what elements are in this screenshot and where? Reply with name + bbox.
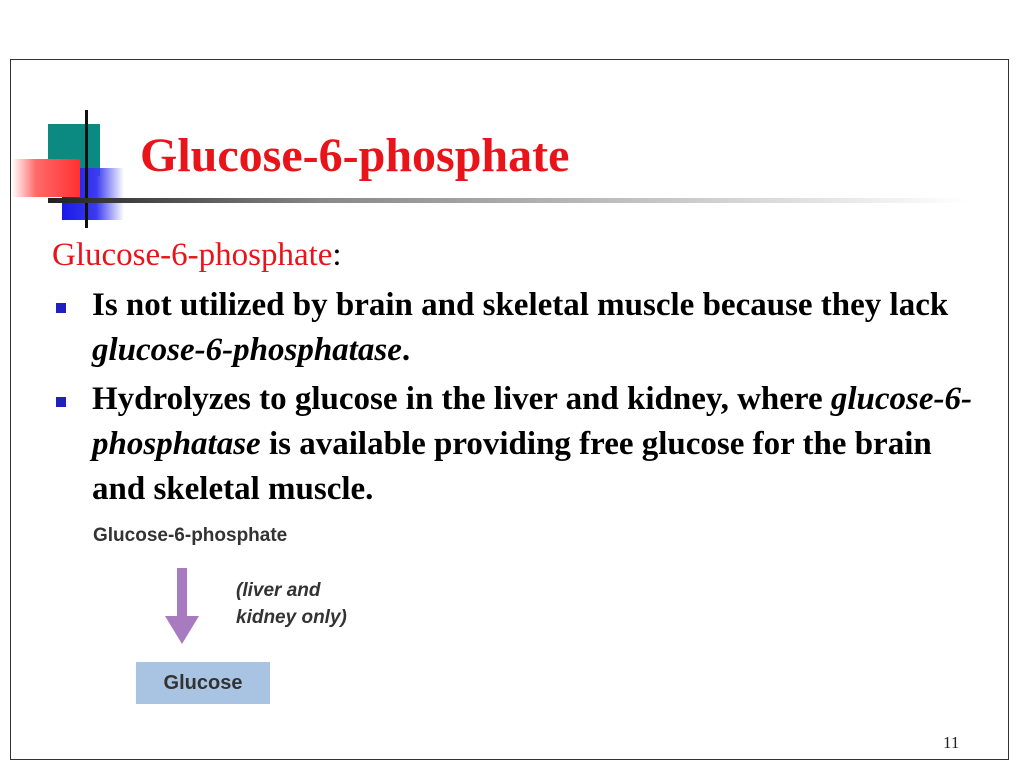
- slide-title: Glucose-6-phosphate: [140, 129, 570, 182]
- bullet-text-part: Hydrolyzes to glucose in the liver and kidney, where: [92, 381, 831, 417]
- subheading: [52, 236, 342, 276]
- bullet-text-part: is available providing free glucose for the brain and skeletal muscle.: [92, 426, 932, 507]
- bullet-text-part: Is not utilized by brain and skeletal muscle because they lack: [92, 287, 949, 323]
- bullet-item: [52, 377, 972, 512]
- bullet-list: [52, 283, 972, 516]
- square-bullet-icon: [56, 303, 66, 313]
- logo-red-bar: [12, 159, 80, 197]
- square-bullet-icon: [56, 397, 66, 407]
- diagram-note-line: kidney only): [236, 607, 347, 628]
- bullet-item: [52, 283, 972, 373]
- diagram-product-label: Glucose: [163, 671, 243, 694]
- bullet-italic-term: glucose-6-phosphatase: [92, 381, 972, 462]
- diagram-source-label: Glucose-6-phosphate: [93, 525, 288, 546]
- bullet-italic-term: glucose-6-phosphatase: [92, 332, 402, 368]
- subheading-text: Glucose-6-phosphate: [52, 237, 333, 273]
- reaction-diagram: [90, 520, 490, 720]
- down-arrow-icon: [165, 568, 199, 644]
- decorative-logo: [12, 110, 142, 230]
- bullet-text-part: .: [401, 332, 411, 368]
- diagram-note: [236, 577, 347, 631]
- page-number: 11: [943, 733, 960, 752]
- title-underline: [48, 198, 968, 203]
- diagram-note-line: (liver and: [236, 580, 321, 601]
- logo-vertical-line: [85, 110, 88, 228]
- diagram-product-box: [136, 662, 270, 704]
- subheading-colon: :: [332, 237, 342, 273]
